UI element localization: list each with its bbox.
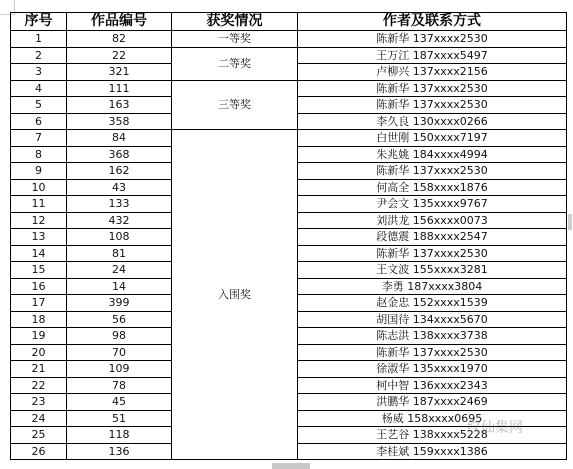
scroll-marker[interactable]: [568, 214, 572, 230]
row-no: 25: [11, 427, 67, 444]
row-work-id: 162: [67, 163, 172, 180]
table-row: [11, 31, 567, 48]
row-contact: 刘洪龙 156xxxx0073: [298, 212, 567, 229]
row-no: 14: [11, 245, 67, 262]
row-contact: 赵金忠 152xxxx1539: [298, 295, 567, 312]
row-work-id: 81: [67, 245, 172, 262]
header-row: [11, 13, 567, 31]
awards-table: [10, 12, 567, 460]
row-work-id: 22: [67, 47, 172, 64]
row-contact: 陈新华 137xxxx2530: [298, 163, 567, 180]
row-contact: 胡国待 134xxxx5670: [298, 311, 567, 328]
row-contact: 何高全 158xxxx1876: [298, 179, 567, 196]
row-contact: 柯中智 136xxxx2343: [298, 377, 567, 394]
row-contact: 陈新华 137xxxx2530: [298, 31, 567, 48]
row-work-id: 118: [67, 427, 172, 444]
watermark: 纹仙集网: [467, 420, 523, 436]
row-work-id: 109: [67, 361, 172, 378]
row-no: 22: [11, 377, 67, 394]
row-contact: 洪鹏华 187xxxx2469: [298, 394, 567, 411]
row-no: 20: [11, 344, 67, 361]
row-contact: 李勇 187xxxx3804: [298, 278, 567, 295]
row-no: 15: [11, 262, 67, 279]
row-work-id: 98: [67, 328, 172, 345]
row-work-id: 82: [67, 31, 172, 48]
row-no: 13: [11, 229, 67, 246]
row-no: 21: [11, 361, 67, 378]
row-work-id: 399: [67, 295, 172, 312]
row-work-id: 56: [67, 311, 172, 328]
row-contact: 杨威 158xxxx0695: [298, 410, 567, 427]
row-no: 16: [11, 278, 67, 295]
row-contact: 尹会文 135xxxx9767: [298, 196, 567, 213]
table-row: [11, 47, 567, 64]
row-work-id: 163: [67, 97, 172, 114]
row-no: 6: [11, 113, 67, 130]
header-author-contact: 作者及联系方式: [298, 13, 567, 31]
row-work-id: 14: [67, 278, 172, 295]
row-no: 19: [11, 328, 67, 345]
row-no: 8: [11, 146, 67, 163]
row-no: 1: [11, 31, 67, 48]
row-no: 9: [11, 163, 67, 180]
row-contact: 卢柳兴 137xxxx2156: [298, 64, 567, 81]
header-no: 序号: [11, 13, 67, 31]
row-no: 23: [11, 394, 67, 411]
row-work-id: 70: [67, 344, 172, 361]
award-second: 二等奖: [172, 47, 298, 80]
row-no: 17: [11, 295, 67, 312]
award-third: 三等奖: [172, 80, 298, 130]
row-contact: 朱兆姚 184xxxx4994: [298, 146, 567, 163]
row-contact: 白世刚 150xxxx7197: [298, 130, 567, 147]
row-contact: 陈新华 137xxxx2530: [298, 80, 567, 97]
row-work-id: 45: [67, 394, 172, 411]
row-work-id: 84: [67, 130, 172, 147]
row-no: 2: [11, 47, 67, 64]
row-no: 12: [11, 212, 67, 229]
row-contact: 李桂斌 159xxxx1386: [298, 443, 567, 460]
row-no: 5: [11, 97, 67, 114]
row-contact: 徐淑华 135xxxx1970: [298, 361, 567, 378]
row-work-id: 432: [67, 212, 172, 229]
row-no: 4: [11, 80, 67, 97]
row-work-id: 78: [67, 377, 172, 394]
row-contact: 陈志洪 138xxxx3738: [298, 328, 567, 345]
table-resize-handle[interactable]: [272, 463, 310, 469]
row-work-id: 358: [67, 113, 172, 130]
award-first: 一等奖: [172, 31, 298, 48]
row-no: 10: [11, 179, 67, 196]
row-contact: 陈新华 137xxxx2530: [298, 97, 567, 114]
row-work-id: 136: [67, 443, 172, 460]
row-no: 3: [11, 64, 67, 81]
row-contact: 王万江 187xxxx5497: [298, 47, 567, 64]
row-work-id: 24: [67, 262, 172, 279]
row-work-id: 321: [67, 64, 172, 81]
row-contact: 陈新华 137xxxx2530: [298, 245, 567, 262]
header-award: 获奖情况: [172, 13, 298, 31]
row-work-id: 51: [67, 410, 172, 427]
row-contact: 王艺谷 138xxxx5228: [298, 427, 567, 444]
row-no: 11: [11, 196, 67, 213]
award-finalist: 入围奖: [172, 130, 298, 460]
table-row: [11, 130, 567, 147]
row-contact: 李久良 130xxxx0266: [298, 113, 567, 130]
row-no: 7: [11, 130, 67, 147]
row-contact: 陈新华 137xxxx2530: [298, 344, 567, 361]
row-no: 24: [11, 410, 67, 427]
table-row: [11, 80, 567, 97]
row-no: 18: [11, 311, 67, 328]
row-contact: 王文波 155xxxx3281: [298, 262, 567, 279]
row-work-id: 111: [67, 80, 172, 97]
row-contact: 段德震 188xxxx2547: [298, 229, 567, 246]
row-work-id: 108: [67, 229, 172, 246]
row-no: 26: [11, 443, 67, 460]
row-work-id: 368: [67, 146, 172, 163]
row-work-id: 133: [67, 196, 172, 213]
header-work-id: 作品编号: [67, 13, 172, 31]
row-work-id: 43: [67, 179, 172, 196]
